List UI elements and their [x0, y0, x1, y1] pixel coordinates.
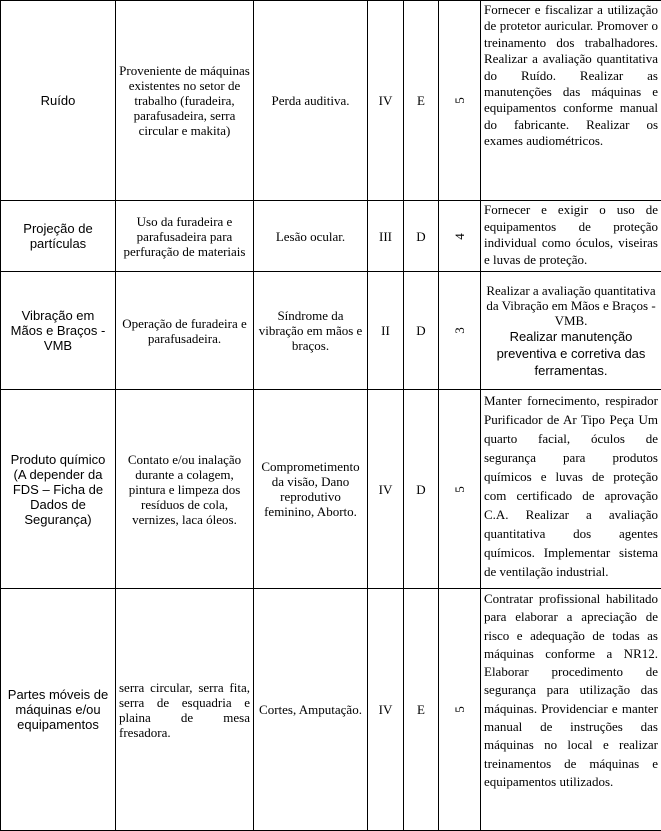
- probability-cell: E: [404, 1, 439, 201]
- hazard-cell: Partes móveis de máquinas e/ou equipamentos: [1, 589, 116, 831]
- effect-cell: Perda auditiva.: [254, 1, 368, 201]
- severity-cell: III: [368, 201, 404, 272]
- probability-cell: E: [404, 589, 439, 831]
- score-value: 4: [452, 233, 467, 240]
- measures-cell: [481, 272, 661, 390]
- measures-cell: Fornecer e exigir o uso de equipamentos de proteção individual como óculos, viseiras e luvas de proteção.: [481, 201, 661, 272]
- hazard-cell: Projeção de partículas: [1, 201, 116, 272]
- source-cell: Contato e/ou inalação durante a colagem, pintura e limpeza dos resíduos de cola, vernizes, laca óleos.: [116, 390, 254, 589]
- source-cell: Proveniente de máquinas existentes no setor de trabalho (furadeira, parafusadeira, serra circular e makita): [116, 1, 254, 201]
- effect-cell: Cortes, Amputação.: [254, 589, 368, 831]
- score-value: 5: [452, 97, 467, 104]
- source-cell: serra circular, serra fita, serra de esquadria e plaina de mesa fresadora.: [116, 589, 254, 831]
- score-value: 5: [452, 706, 467, 713]
- score-cell: [439, 390, 481, 589]
- table-row: [1, 390, 661, 589]
- table-row: [1, 272, 661, 390]
- score-cell: [439, 201, 481, 272]
- measures-line: Realizar a avaliação quantitativa da Vibração em Mãos e Braços - VMB.: [484, 283, 658, 328]
- source-cell: Uso da furadeira e parafusadeira para perfuração de materiais: [116, 201, 254, 272]
- measures-cell: Manter fornecimento, respirador Purificador de Ar Tipo Peça Um quarto facial, óculos de segurança para produtos químicos e luvas de proteção com certificado de aprovação C.A. Realizar a avaliação quantitativa dos agentes químicos. Implementar sistema de ventilação industrial.: [481, 390, 661, 589]
- score-value: 3: [452, 327, 467, 334]
- score-cell: [439, 1, 481, 201]
- severity-cell: IV: [368, 1, 404, 201]
- severity-cell: IV: [368, 589, 404, 831]
- severity-cell: II: [368, 272, 404, 390]
- score-value: 5: [452, 486, 467, 493]
- source-cell: Operação de furadeira e parafusadeira.: [116, 272, 254, 390]
- effect-cell: Comprometimento da visão, Dano reprodutivo feminino, Aborto.: [254, 390, 368, 589]
- hazard-cell: Vibração em Mãos e Braços - VMB: [1, 272, 116, 390]
- hazard-cell: Produto químico (A depender da FDS – Ficha de Dados de Segurança): [1, 390, 116, 589]
- table-row: [1, 1, 661, 201]
- table-row: [1, 589, 661, 831]
- measures-cell: Contratar profissional habilitado para elaborar a apreciação de risco e adequação de todas as máquinas conforme a NR12. Elaborar procedimento de segurança para utilização das máquinas. Providenciar e manter manual de instruções das máquinas no local e realizar treinamentos de máquinas e equipamentos utilizados.: [481, 589, 661, 831]
- measures-cell: Fornecer e fiscalizar a utilização de protetor auricular. Promover o treinamento dos trabalhadores. Realizar a avaliação quantitativa do Ruído. Realizar as manutenções das máquinas e equipamentos conforme manual do fabricante. Realizar os exames audiométricos.: [481, 1, 661, 201]
- hazard-cell: Ruído: [1, 1, 116, 201]
- effect-cell: Síndrome da vibração em mãos e braços.: [254, 272, 368, 390]
- score-cell: [439, 589, 481, 831]
- severity-cell: IV: [368, 390, 404, 589]
- table-row: [1, 201, 661, 272]
- score-cell: [439, 272, 481, 390]
- probability-cell: D: [404, 390, 439, 589]
- probability-cell: D: [404, 272, 439, 390]
- effect-cell: Lesão ocular.: [254, 201, 368, 272]
- measures-line: Realizar manutenção preventiva e corretiva das ferramentas.: [484, 328, 658, 379]
- probability-cell: D: [404, 201, 439, 272]
